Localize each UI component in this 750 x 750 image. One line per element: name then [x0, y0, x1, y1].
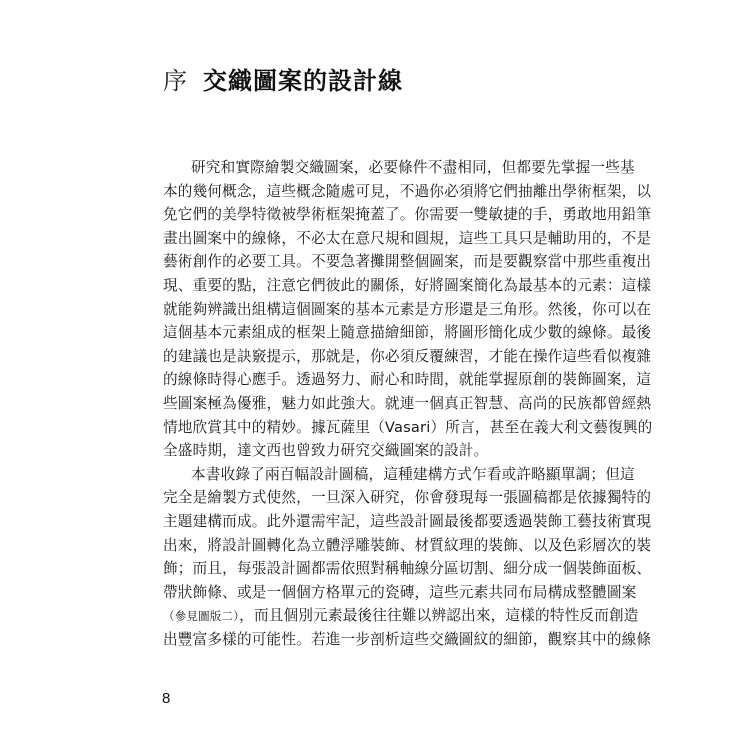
text-line: 出來，將設計圖轉化為立體浮雕裝飾、材質紋理的裝飾、以及色彩層次的裝: [163, 536, 652, 554]
body-text: [163, 156, 653, 651]
text-line: 主題建構而成。此外還需牢記，這些設計圖最後都要透過裝飾工藝技術實現: [163, 512, 652, 530]
text-line: 些圖案極為優雅，魅力如此強大。就連一個真正智慧、高尚的民族都曾經熱: [163, 394, 652, 412]
text-fragment: ，而且個別元素最後往往難以辨認出來，這樣的特性反而創造: [239, 607, 639, 625]
text-line: 帶狀飾條、或是一個個方格單元的瓷磚，這些元素共同布局構成整體圖案: [163, 583, 637, 601]
chapter-title: 交織圖案的設計線: [203, 66, 403, 95]
text-line: [163, 604, 639, 628]
text-line: 研究和實際繪製交織圖案，必要條件不盡相同，但都要先掌握一些基: [191, 159, 635, 176]
text-line: 現、重要的點，注意它們彼此的關係，好將圖案簡化為最基本的元素：這樣: [163, 276, 652, 294]
text-line: 本書收錄了兩百幅設計圖稿，這種建構方式乍看或許略顯單調；但這: [191, 465, 635, 483]
plate-reference: （參見圖版二）: [163, 609, 240, 624]
text-line: 免它們的美學特徵被學術框架掩蓋了。你需要一雙敏捷的手，勇敢地用鉛筆: [163, 206, 652, 224]
text-line: 情地欣賞其中的精妙。據瓦薩里（Vasari）所言，甚至在義大利文藝復興的: [163, 418, 653, 436]
text-line: 的建議也是訣竅提示，那就是，你必須反覆練習，才能在操作這些看似複雜: [163, 347, 652, 365]
text-line: 出豐富多樣的可能性。若進一步剖析這些交織圖紋的細節，觀察其中的線條: [163, 630, 652, 648]
page-number: 8: [162, 690, 171, 707]
text-line: 全盛時期，達文西也曾致力研究交織圖案的設計。: [163, 442, 489, 460]
text-line: 藝術創作的必要工具。不要急著攤開整個圖案，而是要觀察當中那些重複出: [163, 253, 652, 271]
text-line: 完全是繪製方式使然，一旦深入研究，你會發現每一張圖稿都是依據獨特的: [163, 489, 652, 507]
chapter-heading: [163, 60, 403, 96]
text-line: 畫出圖案中的線條，不必太在意尺規和圓規，這些工具只是輔助用的，不是: [163, 229, 652, 247]
text-line: 的線條時得心應手。透過努力、耐心和時間，就能掌握原創的裝飾圖案，這: [163, 371, 652, 389]
text-line: 就能夠辨識出組構這個圖案的基本元素是方形還是三角形。然後，你可以在: [163, 300, 652, 318]
text-line: 飾；而且，每張設計圖都需依照對稱軸線分區切割、細分成一個裝飾面板、: [163, 560, 652, 578]
chapter-prefix: 序: [163, 66, 187, 95]
text-line: 這個基本元素組成的框架上隨意描繪細節，將圖形簡化成少數的線條。最後: [163, 324, 652, 342]
text-line: 本的幾何概念，這些概念隨處可見，不過你必須將它們抽離出學術框架，以: [163, 182, 652, 200]
